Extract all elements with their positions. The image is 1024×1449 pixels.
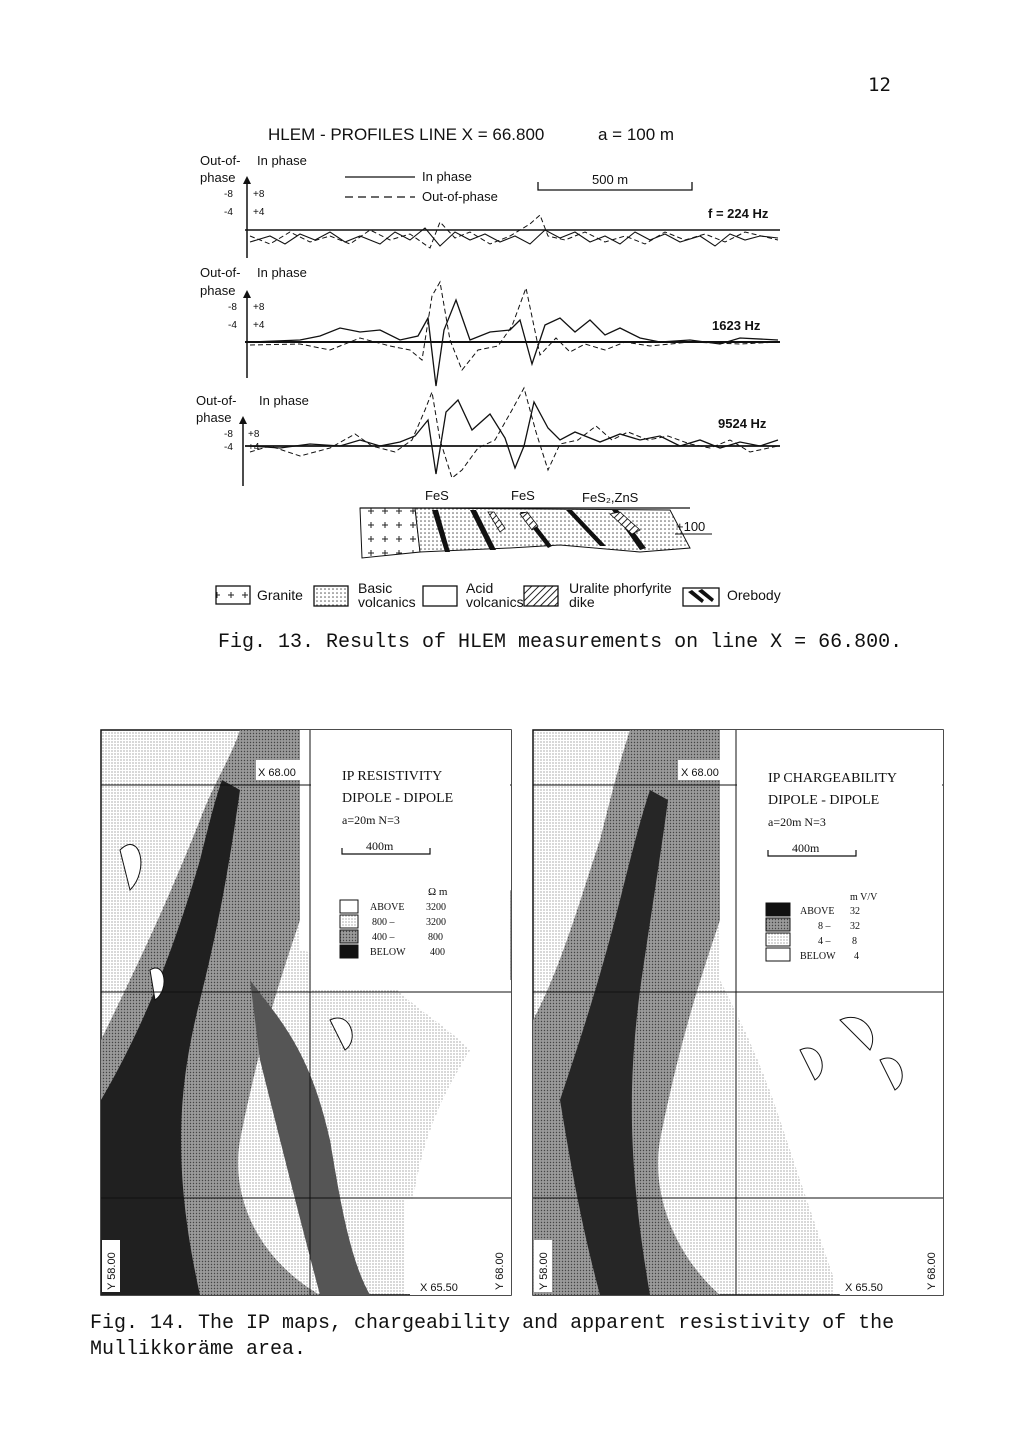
chargeability-title-1: IP CHARGEABILITY bbox=[768, 771, 897, 786]
spacing-label: a = 100 m bbox=[598, 125, 675, 144]
section-granite bbox=[360, 508, 420, 558]
legend-basic-1: Basic bbox=[358, 580, 393, 596]
tick-m8-3: -8 bbox=[224, 429, 233, 440]
chargeability-legend-label-2: 4 – bbox=[818, 936, 831, 947]
tick-p4-2: +4 bbox=[253, 320, 265, 331]
tick-m4-2: -4 bbox=[228, 320, 237, 331]
axis-phase-1: phase bbox=[200, 170, 236, 185]
resistivity-legend-value-3: 400 bbox=[430, 947, 445, 958]
chargeability-legend-label-0: ABOVE bbox=[800, 906, 835, 917]
profile3-in-phase bbox=[250, 400, 778, 474]
resistivity-params: a=20m N=3 bbox=[342, 813, 400, 827]
resistivity-scale: 400m bbox=[366, 839, 394, 853]
chargeability-legend-value-2: 8 bbox=[852, 936, 857, 947]
resistivity-title-1: IP RESISTIVITY bbox=[342, 769, 443, 784]
resistivity-legend-label-3: BELOW bbox=[370, 947, 406, 958]
freq-9524: 9524 Hz bbox=[718, 416, 767, 431]
tick-m4-1: -4 bbox=[224, 207, 233, 218]
chargeability-swatch-below bbox=[766, 948, 790, 961]
chargeability-scale: 400m bbox=[792, 841, 820, 855]
section-basic-volcanics bbox=[415, 508, 690, 552]
tick-m4-3: -4 bbox=[224, 442, 233, 453]
chargeability-swatch-8 bbox=[766, 918, 790, 931]
legend-uralite-1: Uralite phorfyrite bbox=[569, 580, 672, 596]
ore-label-2: FeS bbox=[511, 488, 535, 503]
resistivity-legend-value-2: 800 bbox=[428, 932, 443, 943]
tick-p8-3: +8 bbox=[248, 429, 260, 440]
chargeability-legend-label-3: BELOW bbox=[800, 951, 836, 962]
chargeability-swatch-4 bbox=[766, 933, 790, 946]
freq-224: f = 224 Hz bbox=[708, 206, 769, 221]
resistivity-swatch-800 bbox=[340, 915, 358, 928]
tick-m8-2: -8 bbox=[228, 302, 237, 313]
axis-arrow-3 bbox=[239, 416, 247, 424]
axis-in-phase-1: In phase bbox=[257, 153, 307, 168]
legend-acid-swatch bbox=[423, 586, 457, 606]
axis-out-of-phase-3: Out-of- bbox=[196, 393, 237, 408]
resistivity-y-left: Y 58.00 bbox=[106, 1252, 118, 1290]
ip-maps-figure bbox=[0, 720, 1024, 1305]
axis-out-of-phase-2: Out-of- bbox=[200, 265, 241, 280]
chargeability-title-2: DIPOLE - DIPOLE bbox=[768, 793, 880, 808]
chargeability-legend-label-1: 8 – bbox=[818, 921, 831, 932]
chargeability-legend-value-1: 32 bbox=[850, 921, 860, 932]
resistivity-x-top: X 68.00 bbox=[258, 767, 296, 779]
tick-p8-2: +8 bbox=[253, 302, 265, 313]
tick-m8-1: -8 bbox=[224, 189, 233, 200]
hlem-figure bbox=[0, 0, 1024, 620]
resistivity-unit: Ω m bbox=[428, 886, 448, 898]
resistivity-legend-value-1: 3200 bbox=[426, 917, 446, 928]
chargeability-y-right: Y 68.00 bbox=[926, 1252, 938, 1290]
axis-in-phase-3: In phase bbox=[259, 393, 309, 408]
resistivity-x-bottom: X 65.50 bbox=[420, 1282, 458, 1294]
chargeability-legend-value-3: 4 bbox=[854, 951, 859, 962]
chargeability-map bbox=[533, 730, 943, 1295]
chargeability-y-left: Y 58.00 bbox=[538, 1252, 550, 1290]
legend-acid-1: Acid bbox=[466, 580, 494, 596]
resistivity-legend-label-1: 800 – bbox=[372, 917, 395, 928]
legend-acid-2: volcanics bbox=[466, 594, 524, 610]
tick-p4-1: +4 bbox=[253, 207, 265, 218]
scale-bar-label: 500 m bbox=[592, 172, 629, 187]
resistivity-legend-label-0: ABOVE bbox=[370, 902, 405, 913]
legend-out-of-phase: Out-of-phase bbox=[422, 189, 498, 204]
resistivity-y-right: Y 68.00 bbox=[494, 1252, 506, 1290]
legend-uralite-swatch bbox=[524, 586, 558, 606]
freq-1623: 1623 Hz bbox=[712, 318, 761, 333]
ore-label-3: FeS₂,ZnS bbox=[582, 490, 639, 505]
axis-phase-2: phase bbox=[200, 283, 236, 298]
chargeability-legend-value-0: 32 bbox=[850, 906, 860, 917]
resistivity-title-2: DIPOLE - DIPOLE bbox=[342, 791, 454, 806]
legend-in-phase: In phase bbox=[422, 169, 472, 184]
resistivity-legend-value-0: 3200 bbox=[426, 902, 446, 913]
resistivity-swatch-above bbox=[340, 900, 358, 913]
legend-basic-2: volcanics bbox=[358, 594, 416, 610]
axis-arrow-1 bbox=[243, 176, 251, 184]
resistivity-swatch-below bbox=[340, 945, 358, 958]
resistivity-map bbox=[101, 730, 511, 1295]
figure-14-caption: Fig. 14. The IP maps, chargeability and apparent resistivity of the Mullikkoräme area. bbox=[90, 1312, 895, 1361]
tick-p8-1: +8 bbox=[253, 189, 265, 200]
profile1-out-of-phase bbox=[250, 215, 778, 248]
ore-label-1: FeS bbox=[425, 488, 449, 503]
legend-granite-swatch bbox=[216, 586, 250, 604]
chargeability-x-top: X 68.00 bbox=[681, 767, 719, 779]
page-number: 12 bbox=[868, 74, 891, 96]
legend-orebody: Orebody bbox=[727, 587, 781, 603]
axis-in-phase-2: In phase bbox=[257, 265, 307, 280]
hlem-title: HLEM - PROFILES LINE X = 66.800 bbox=[268, 125, 545, 144]
chargeability-swatch-above bbox=[766, 903, 790, 916]
chargeability-params: a=20m N=3 bbox=[768, 815, 826, 829]
legend-basic-swatch bbox=[314, 586, 348, 606]
axis-out-of-phase-1: Out-of- bbox=[200, 153, 241, 168]
resistivity-legend-label-2: 400 – bbox=[372, 932, 395, 943]
tick-p4-3: +4 bbox=[248, 442, 260, 453]
chargeability-x-bottom: X 65.50 bbox=[845, 1282, 883, 1294]
figure-13-caption: Fig. 13. Results of HLEM measurements on line X = 66.800. bbox=[218, 631, 903, 654]
section-mark: +100 bbox=[676, 519, 706, 534]
chargeability-unit: m V/V bbox=[850, 892, 878, 903]
legend-granite: Granite bbox=[257, 587, 303, 603]
axis-arrow-2 bbox=[243, 290, 251, 298]
legend-uralite-2: dike bbox=[569, 594, 595, 610]
axis-phase-3: phase bbox=[196, 410, 232, 425]
resistivity-swatch-400 bbox=[340, 930, 358, 943]
